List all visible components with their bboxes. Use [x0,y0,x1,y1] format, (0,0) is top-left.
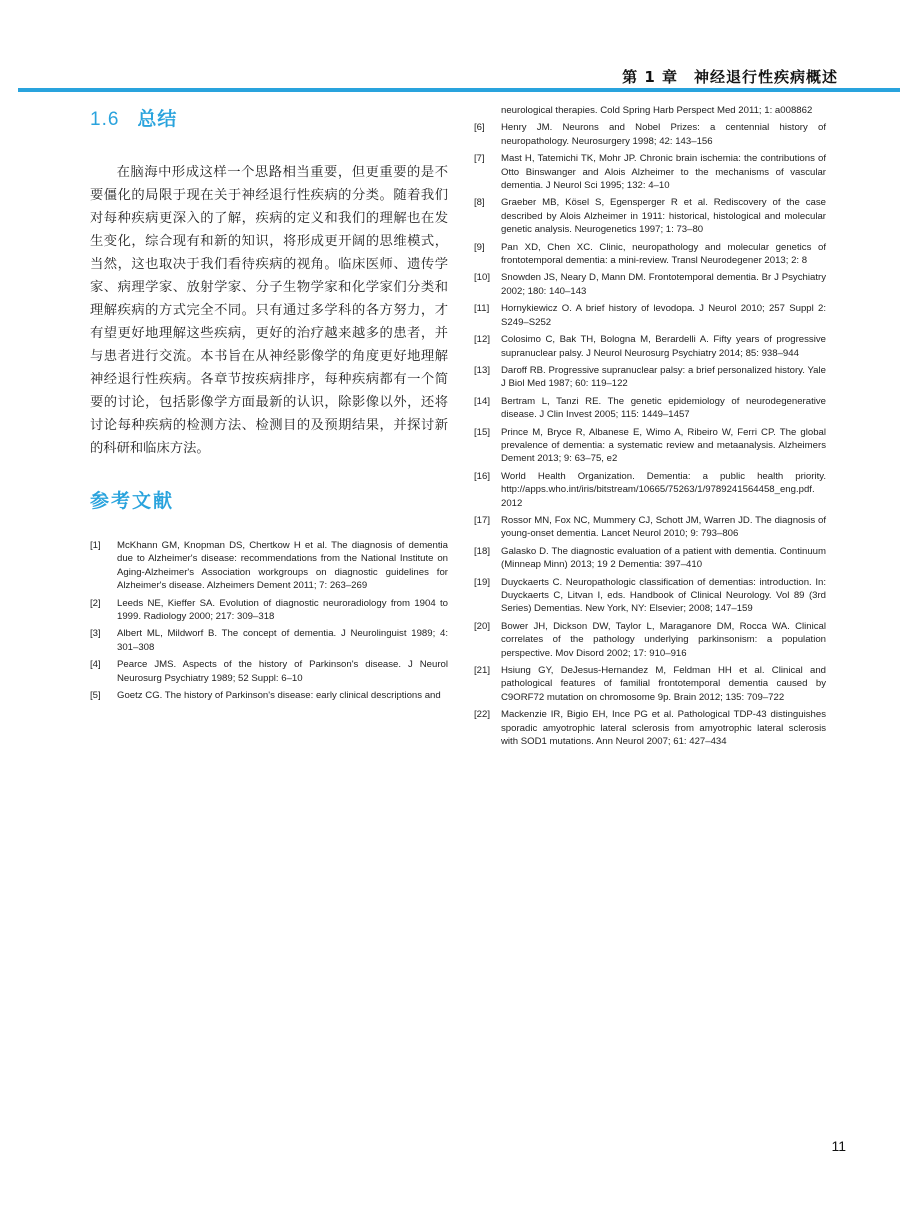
section-number: 1.6 [90,109,120,130]
right-column [474,104,826,752]
reference-item [474,664,826,704]
reference-number: [10] [474,272,491,284]
reference-item [90,597,448,624]
reference-item [474,302,826,329]
reference-number: [15] [474,426,491,438]
reference-text: Goetz CG. The history of Parkinson's disease: early clinical descriptions and [117,690,441,702]
reference-number: [4] [90,659,101,671]
reference-number: [3] [90,628,101,640]
reference-item [474,395,826,422]
reference-number: [8] [474,197,485,209]
reference-text: Duyckaerts C. Neuropathologic classification of dementias: introduction. In: Duyckaerts C, Litvan I, eds. Handbook of Clinical Neurology. Vol 89 (3rd Series) Dementias. New York, NY: Elsevier; 2008; 147–159 [501,576,826,615]
reference-item [90,689,448,702]
reference-item [90,539,448,593]
section-title: 总结 [137,108,178,130]
chapter-header-title: 第 1 章 神经退行性疾病概述 [622,68,838,86]
reference-text: Bower JH, Dickson DW, Taylor L, Maraganore DM, Rocca WA. Clinical correlates of the pathology underlying parkinsonism: a population perspective. Mov Disord 2002; 17: 910–916 [501,620,826,659]
reference-text: Snowden JS, Neary D, Mann DM. Frontotemporal dementia. Br J Psychiatry 2002; 180: 140–143 [501,272,826,297]
reference-number: [6] [474,122,485,134]
reference-text: Mackenzie IR, Bigio EH, Ince PG et al. Pathological TDP-43 distinguishes sporadic amyotrophic lateral sclerosis from amyotrophic lateral sclerosis with SOD1 mutations. Ann Neurol 2007; 61: 427–434 [501,709,826,748]
reference-number: [13] [474,364,491,376]
header-rule [18,88,900,92]
reference-item [90,658,448,685]
reference-number: [17] [474,514,491,526]
reference-number: [7] [474,153,485,165]
reference-item [474,196,826,236]
reference-item [474,152,826,192]
reference-text: Pearce JMS. Aspects of the history of Parkinson's disease. J Neurol Neurosurg Psychiatry 1989; 52 Suppl: 6–10 [117,659,448,684]
reference-item [474,364,826,391]
reference-item [474,576,826,616]
reference-number: [22] [474,709,491,721]
reference-number: [5] [90,690,101,702]
references-heading: 参考文献 [90,490,175,512]
page-number: 11 [831,1138,846,1154]
reference-number: [21] [474,665,491,677]
reference-text: Bertram L, Tanzi RE. The genetic epidemiology of neurodegenerative disease. J Clin Invest 2005; 115: 1449–1457 [501,395,826,421]
reference-number: [2] [90,597,101,609]
summary-paragraph: 在脑海中形成这样一个思路相当重要，但更重要的是不要僵化的局限于现在关于神经退行性疾病的分类。随着我们对每种疾病更深入的了解，疾病的定义和我们的理解也在发生变化，综合现有和新的知识，将形成更开阔的思维模式，当然，这也取决于我们看待疾病的视角。临床医师、遗传学家、病理学家、放射学家、分子生物学家和化学家们分类和理解疾病的方式完全不同。只有通过多学科的各方努力，才有望更好地理解这些疾病，更好的治疗越来越多的患者，并与患者进行交流。本书旨在从神经影像学的角度更好地理解神经退行性疾病。各章节按疾病排序，每种疾病都有一个简要的讨论，包括影像学方面最新的认识，除影像以外，还将讨论每种疾病的检测方法、检测目的及预期结果，并探讨新的科研和临床方法。 [90,165,448,456]
reference-continuation: neurological therapies. Cold Spring Harb Perspect Med 2011; 1: a008862 [501,105,813,116]
reference-number: [12] [474,334,491,346]
reference-item [474,426,826,466]
reference-text: Albert ML, Mildworf B. The concept of dementia. J Neurolinguist 1989; 4: 301–308 [117,628,448,653]
reference-number: [9] [474,241,485,253]
reference-number: [14] [474,395,491,407]
reference-item [474,271,826,298]
reference-item [474,470,826,510]
reference-item [474,121,826,148]
reference-item [474,545,826,572]
reference-item [474,241,826,268]
reference-text: Pan XD, Chen XC. Clinic, neuropathology and molecular genetics of frontotemporal dementia: a mini-review. Transl Neurodegener 2013; 2: 8 [501,241,826,267]
reference-text: Rossor MN, Fox NC, Mummery CJ, Schott JM, Warren JD. The diagnosis of young-onset dementia. Lancet Neurol 2010; 9: 793–806 [501,514,826,540]
reference-text: Prince M, Bryce R, Albanese E, Wimo A, Ribeiro W, Ferri CP. The global prevalence of dementia: a systematic review and metaanalysis. Alzheimers Dement 2013; 9: 63–75, e2 [501,426,826,465]
reference-text: World Health Organization. Dementia: a public health priority. http://apps.who.int/iris/bitstream/10665/75263/1/9789241564458_eng.pdf. 2012 [501,470,826,509]
reference-text: Leeds NE, Kieffer SA. Evolution of diagnostic neuroradiology from 1904 to 1999. Radiology 2000; 217: 309–318 [117,597,448,623]
reference-text: McKhann GM, Knopman DS, Chertkow H et al. The diagnosis of dementia due to Alzheimer's disease: recommendations from the National Institute on Aging-Alzheimer's Association workgroups on diagnostic guidelines for Alzheimer's disease. Alzheimers Dement 2011; 7: 263–269 [117,540,448,592]
reference-text: Galasko D. The diagnostic evaluation of a patient with dementia. Continuum (Minneap Minn) 2013; 19 2 Dementia: 397–410 [501,545,826,571]
reference-text: Henry JM. Neurons and Nobel Prizes: a centennial history of neuropathology. Neurosurgery 1998; 42: 143–156 [501,122,826,147]
reference-item [474,333,826,360]
section-heading [90,104,448,131]
reference-item [90,627,448,654]
reference-number: [11] [474,303,490,315]
reference-number: [1] [90,540,101,551]
reference-text: Daroff RB. Progressive supranuclear palsy: a brief personalized history. Yale J Biol Med 1987; 60: 119–122 [501,364,826,390]
reference-text: Colosimo C, Bak TH, Bologna M, Berardelli A. Fifty years of progressive supranuclear palsy. J Neurol Neurosurg Psychiatry 2014; 85: 938–944 [501,334,826,359]
reference-list-right [474,121,826,748]
reference-text: Graeber MB, Kösel S, Egensperger R et al. Rediscovery of the case described by Alois Alzheimer in 1911: historical, histological and molecular genetic analysis. Neurogenetics 1997; 1: 73–80 [501,197,826,236]
reference-number: [19] [474,576,491,588]
reference-text: Hornykiewicz O. A brief history of levodopa. J Neurol 2010; 257 Suppl 2: S249–S252 [501,303,826,328]
reference-number: [18] [474,545,491,557]
reference-item [474,514,826,541]
reference-item [474,708,826,748]
reference-list-left [90,539,448,702]
reference-item [474,620,826,660]
reference-text: Hsiung GY, DeJesus-Hernandez M, Feldman HH et al. Clinical and pathological features of familial frontotemporal dementia caused by C9ORF72 mutation on chromosome 9p. Brain 2012; 135: 709–722 [501,665,826,703]
reference-number: [20] [474,620,491,632]
reference-text: Mast H, Tatemichi TK, Mohr JP. Chronic brain ischemia: the contributions of Otto Binswanger and Alois Alzheimer to the mechanisms of vascular dementia. J Neurol Sci 1995; 132: 4–10 [501,153,826,192]
left-column [90,104,448,706]
reference-number: [16] [474,470,491,482]
